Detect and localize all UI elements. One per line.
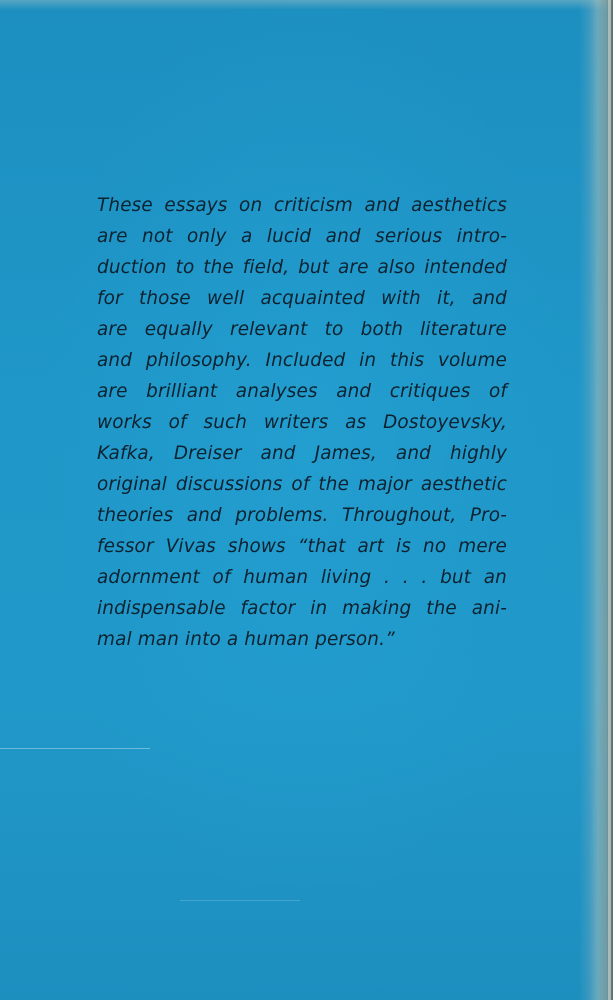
blurb-line: Kafka, Dreiser and James, and highly	[97, 443, 507, 464]
blurb-line: are not only a lucid and serious intro-	[97, 226, 507, 247]
back-cover-blurb	[97, 190, 507, 655]
blurb-line: for those well acquainted with it, and	[97, 288, 507, 309]
blurb-line: fessor Vivas shows “that art is no mere	[97, 536, 507, 557]
crease-line	[180, 900, 300, 901]
blurb-line: adornment of human living . . . but an	[97, 567, 507, 588]
blurb-line: indispensable factor in making the ani-	[97, 598, 507, 619]
blurb-line: are brilliant analyses and critiques of	[97, 381, 507, 402]
spine-edge-stripe	[608, 0, 611, 1000]
blurb-line: works of such writers as Dostoyevsky,	[97, 412, 507, 433]
blurb-line: theories and problems. Throughout, Pro-	[97, 505, 507, 526]
blurb-line: duction to the field, but are also intended	[97, 257, 507, 278]
blurb-line: mal man into a human person.”	[97, 629, 395, 650]
blurb-line: These essays on criticism and aesthetics	[97, 195, 507, 216]
blurb-line: and philosophy. Included in this volume	[97, 350, 507, 371]
top-edge-wear	[0, 0, 613, 10]
blurb-line: original discussions of the major aesthetic	[97, 474, 507, 495]
crease-line	[0, 748, 150, 749]
blurb-line: are equally relevant to both literature	[97, 319, 507, 340]
